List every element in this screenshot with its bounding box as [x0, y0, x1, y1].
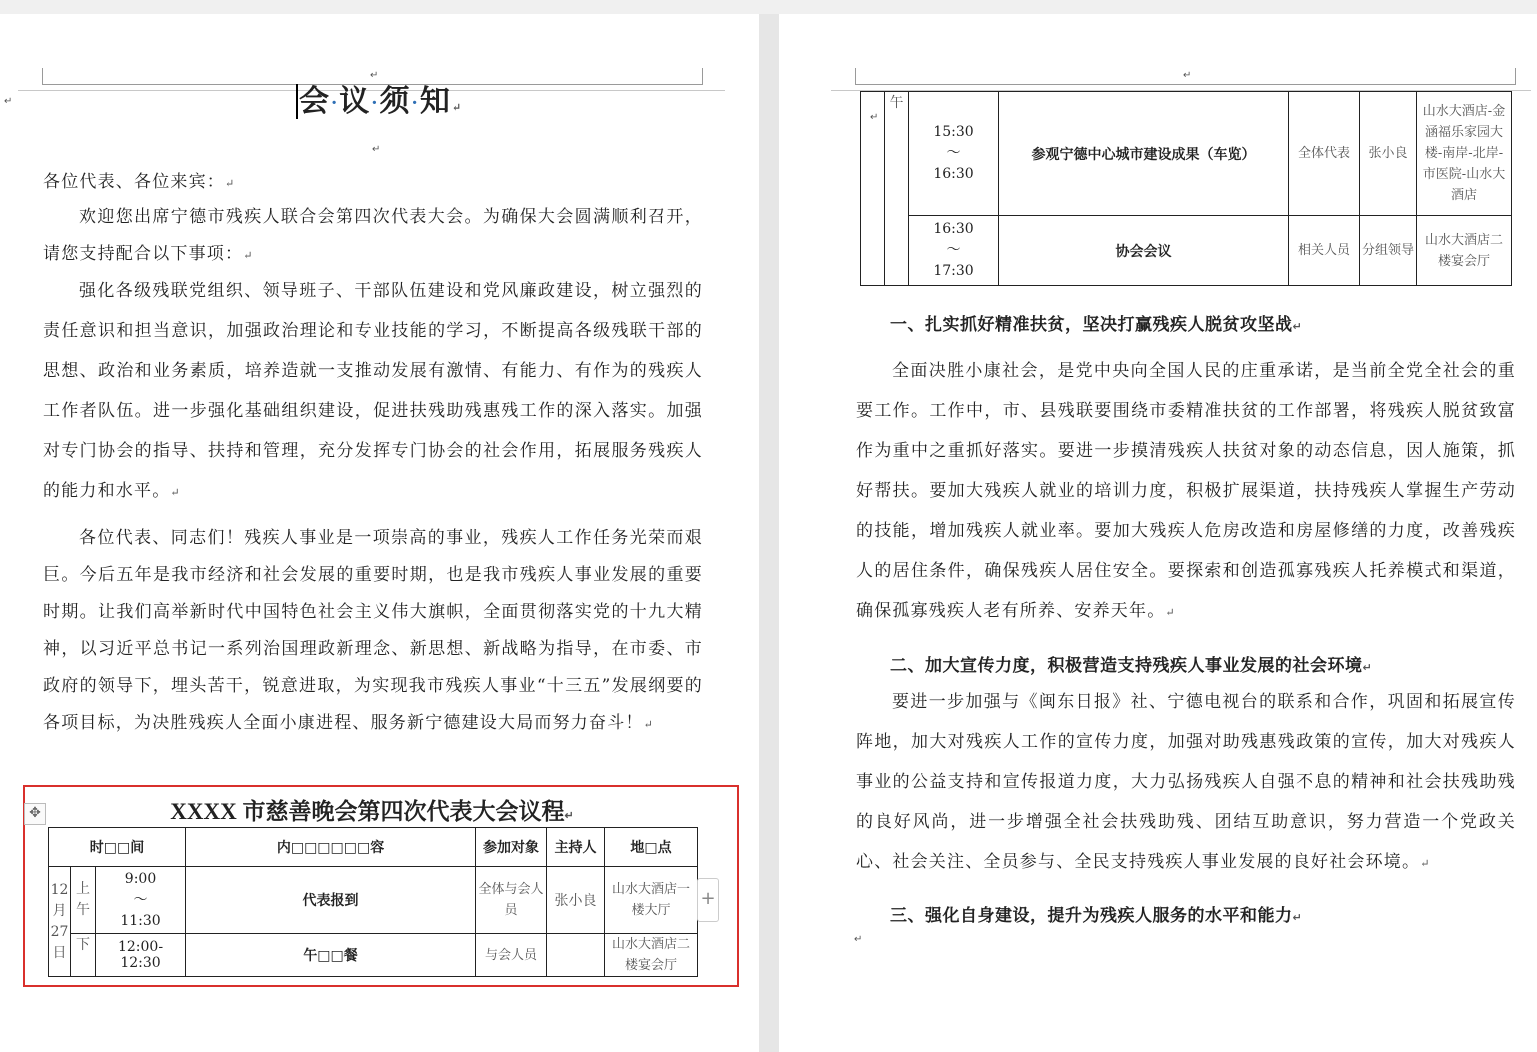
- paragraph-mark-icon: ↵: [451, 101, 464, 114]
- agenda-table[interactable]: [48, 827, 698, 977]
- paragraph-mark-icon: ↵: [4, 96, 13, 107]
- add-column-icon[interactable]: +: [697, 878, 719, 922]
- body-text: 强化各级残联党组织、领导班子、干部队伍建设和党风廉政建设，树立强烈的责任意识和担当意识，加强政治理论和专业技能的学习，不断提高各级残联干部的思想、政治和业务素质，培养造就一支推动发展有激情、有能力、有作为的残疾人工作者队伍。进一步强化基础组织建设，促进扶残助残惠残工作的深入落实。加强对专门协会的指导、扶持和管理，充分发挥专门协会的社会作用，拓展服务残疾人的能力和水平。: [43, 281, 703, 501]
- heading-text: 三、强化自身建设，提升为残疾人服务的水平和能力: [890, 906, 1293, 926]
- table-row: [49, 934, 698, 977]
- title-dot: ·: [411, 92, 420, 114]
- time-start: 16:30: [933, 221, 974, 237]
- content-cell[interactable]: 代表报到: [186, 867, 476, 934]
- content-cell[interactable]: 协会会议: [999, 216, 1289, 286]
- period-cell[interactable]: 午: [885, 92, 909, 286]
- attendees-cell[interactable]: 全体与会人员: [476, 867, 547, 934]
- time-cell[interactable]: [909, 216, 999, 286]
- paragraph-mark-icon: ↵: [564, 810, 574, 822]
- welcome-text: 欢迎您出席宁德市残疾人联合会第四次代表大会。为确保大会圆满顺利召开，请您支持配合以下事项：: [43, 207, 703, 264]
- host-cell[interactable]: 张小良: [1360, 92, 1417, 216]
- header-host[interactable]: 主持人: [547, 828, 605, 867]
- header-location[interactable]: 地□点: [605, 828, 698, 867]
- paragraph-mark-icon: ↵: [1420, 857, 1431, 870]
- time-sep: ～: [946, 242, 961, 258]
- paragraph-mark-icon: ↵: [1183, 70, 1192, 81]
- header-content[interactable]: 内□□□□□□容: [186, 828, 476, 867]
- greeting-text: 各位代表、各位来宾：: [43, 172, 225, 192]
- paragraph-mark-icon: ↵: [1362, 661, 1373, 674]
- body-paragraph-1: [43, 271, 703, 513]
- paragraph-mark-icon: ↵: [225, 177, 236, 190]
- agenda-table-continued[interactable]: [860, 91, 1512, 286]
- attendees-cell[interactable]: 与会人员: [476, 934, 547, 977]
- page-title: [0, 76, 759, 120]
- section-paragraph-1: [856, 351, 1516, 633]
- time-cell[interactable]: 12:00-12:30: [96, 934, 186, 977]
- title-char: 议: [339, 84, 372, 119]
- table-row: [861, 92, 1512, 216]
- host-cell[interactable]: 分组领导: [1360, 216, 1417, 286]
- table-header-row: [49, 828, 698, 867]
- location-cell[interactable]: 山水大酒店二楼宴会厅: [1417, 216, 1512, 286]
- paragraph-mark-icon: ↵: [372, 144, 381, 155]
- time-sep: ～: [946, 145, 961, 161]
- section-text: 要进一步加强与《闽东日报》社、宁德电视台的联系和合作，巩固和拓展宣传阵地，加大对残疾人工作的宣传力度，加强对助残惠残政策的宣传，加大对残疾人事业的公益支持和宣传报道力度，大力弘扬残疾人自强不息的精神和社会扶残助残的良好风尚，进一步增强全社会扶残助残、团结互助意识，努力营造一个党政关心、社会关注、全员参与、全民支持残疾人事业发展的良好社会环境。: [856, 692, 1516, 872]
- attendees-cell[interactable]: 全体代表: [1289, 92, 1360, 216]
- period-cell[interactable]: 上午: [71, 867, 96, 934]
- location-cell[interactable]: 山水大酒店二楼宴会厅: [605, 934, 698, 977]
- title-char: 须: [379, 84, 412, 119]
- greeting: [43, 168, 703, 198]
- paragraph-mark-icon: ↵: [1165, 606, 1176, 619]
- section-text: 全面决胜小康社会，是党中央向全国人民的庄重承诺，是当前全党全社会的重要工作。工作中，市、县残联要围绕市委精准扶贫的工作部署，将残疾人脱贫致富作为重中之重抓好落实。要进一步摸清残疾人扶贫对象的动态信息，因人施策，抓好帮扶。要加大残疾人就业的培训力度，积极扩展渠道，扶持残疾人掌握生产劳动的技能，增加残疾人就业率。要加大残疾人危房改造和房屋修缮的力度，改善残疾人的居住条件，确保残疾人居住安全。要探索和创造孤寡残疾人托养模式和渠道，确保孤寡残疾人老有所养、安养天年。: [856, 361, 1516, 621]
- title-dot: ·: [371, 92, 380, 114]
- section-heading-2: [890, 651, 1372, 676]
- section-paragraph-2: [856, 682, 1516, 884]
- time-end: 11:30: [120, 912, 161, 929]
- host-cell[interactable]: [547, 934, 605, 977]
- heading-text: 二、加大宣传力度，积极营造支持残疾人事业发展的社会环境: [890, 656, 1363, 676]
- paragraph-mark-icon: ↵: [170, 486, 181, 499]
- title-dot: ·: [330, 92, 340, 114]
- time-start: 15:30: [933, 124, 974, 140]
- time-end: 17:30: [933, 263, 974, 279]
- title-char: 知: [419, 84, 452, 119]
- paragraph-mark-icon: ↵: [243, 249, 254, 262]
- agenda-title-text: XXXX 市慈善晚会第四次代表大会议程: [170, 799, 565, 824]
- content-cell[interactable]: 午□□餐: [186, 934, 476, 977]
- crop-mark: [1515, 68, 1516, 84]
- section-heading-1: [890, 310, 1302, 335]
- toolbar-strip: [0, 0, 1537, 14]
- paragraph-mark-icon: ↵: [854, 934, 863, 945]
- welcome-paragraph: [43, 199, 703, 274]
- body-paragraph-2: [43, 520, 703, 743]
- host-cell[interactable]: 张小良: [547, 867, 605, 934]
- agenda-title: [48, 793, 696, 826]
- table-row: [861, 216, 1512, 286]
- time-cell[interactable]: [909, 92, 999, 216]
- time-sep: ～: [133, 891, 148, 908]
- date-cell[interactable]: [861, 92, 885, 286]
- table-row: [49, 867, 698, 934]
- period-cell[interactable]: 下: [71, 934, 96, 977]
- move-handle-icon[interactable]: ✥: [24, 803, 46, 825]
- location-cell[interactable]: 山水大酒店一楼大厅: [605, 867, 698, 934]
- body-text: 各位代表、同志们！残疾人事业是一项崇高的事业，残疾人工作任务光荣而艰巨。今后五年是我市经济和社会发展的重要时期，也是我市残疾人事业发展的重要时期。让我们高举新时代中国特色社会主义伟大旗帜，全面贯彻落实党的十九大精神，以习近平总书记一系列治国理政新理念、新思想、新战略为指导，在市委、市政府的领导下，埋头苦干，锐意进取，为实现我市残疾人事业“十三五”发展纲要的各项目标，为决胜残疾人全面小康进程、服务新宁德建设大局而努力奋斗！: [43, 528, 703, 733]
- date-cell[interactable]: 12月27日: [49, 867, 71, 977]
- section-heading-3: [890, 901, 1302, 926]
- time-cell[interactable]: [96, 867, 186, 934]
- attendees-cell[interactable]: 相关人员: [1289, 216, 1360, 286]
- paragraph-mark-icon: ↵: [370, 70, 379, 81]
- crop-mark: [855, 68, 856, 84]
- paragraph-mark-icon: ↵: [643, 718, 655, 731]
- title-char: 会: [296, 84, 331, 119]
- header-line: [855, 84, 1516, 85]
- location-cell[interactable]: 山水大酒店-金涵福乐家园大楼-南岸-北岸-市医院-山水大酒店: [1417, 92, 1512, 216]
- time-start: 9:00: [124, 870, 157, 887]
- paragraph-mark-icon: ↵: [870, 112, 879, 123]
- heading-text: 一、扎实抓好精准扶贫，坚决打赢残疾人脱贫攻坚战: [890, 315, 1293, 335]
- time-end: 16:30: [933, 166, 974, 182]
- paragraph-mark-icon: ↵: [1292, 911, 1303, 924]
- content-cell[interactable]: 参观宁德中心城市建设成果（车览）: [999, 92, 1289, 216]
- header-time[interactable]: 时□□间: [49, 828, 186, 867]
- header-attendees[interactable]: 参加对象: [476, 828, 547, 867]
- paragraph-mark-icon: ↵: [1292, 320, 1303, 333]
